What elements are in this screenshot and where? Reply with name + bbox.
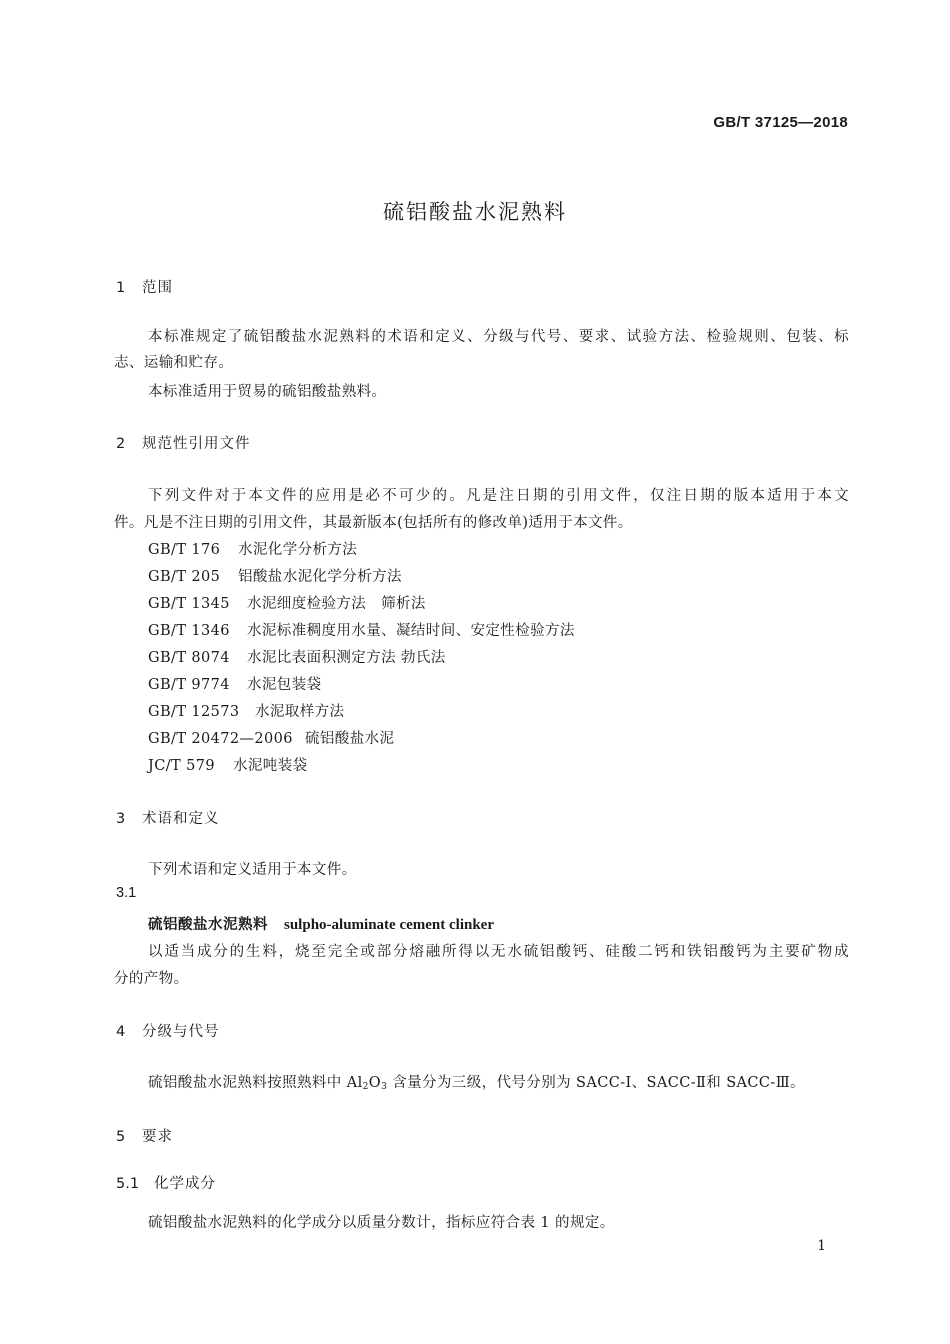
document-title: 硫铝酸盐水泥熟料 [383, 200, 567, 224]
reference-item [148, 538, 357, 559]
reference-name: 铝酸盐水泥化学分析方法 [238, 569, 402, 585]
reference-name: 水泥包装袋 [247, 677, 322, 693]
section-number: 5 [116, 1129, 126, 1145]
paragraph: 下列术语和定义适用于本文件。 [148, 862, 357, 878]
reference-code: GB/T 1345 [148, 596, 230, 612]
reference-code: GB/T 9774 [148, 677, 230, 693]
paragraph-line: 件。凡是不注日期的引用文件，其最新版本(包括所有的修改单)适用于本文件。 [114, 515, 633, 531]
paragraph: 本标准适用于贸易的硫铝酸盐熟料。 [148, 384, 387, 400]
section-5-heading [116, 1125, 173, 1146]
reference-name: 水泥比表面积测定方法 勃氏法 [247, 650, 446, 666]
section-2-heading [116, 432, 251, 453]
term-english: sulpho-aluminate cement clinker [284, 917, 494, 933]
term-chinese: 硫铝酸盐水泥熟料 [148, 917, 268, 933]
definition-line: 分的产物。 [114, 971, 189, 987]
reference-code: GB/T 12573 [148, 704, 240, 720]
reference-name: 水泥细度检验方法 筛析法 [247, 596, 426, 612]
text-segment: 硫铝酸盐水泥熟料按照熟料中 Al [148, 1075, 363, 1091]
paragraph: 硫铝酸盐水泥熟料的化学成分以质量分数计，指标应符合表 1 的规定。 [148, 1215, 615, 1231]
paragraph-line: 志、运输和贮存。 [114, 355, 234, 371]
section-3-heading [116, 807, 220, 828]
clause-number: 3.1 [116, 885, 137, 901]
reference-item [148, 646, 446, 667]
section-title: 范围 [142, 280, 173, 296]
reference-name: 硫铝酸盐水泥 [305, 731, 395, 747]
section-4-heading [116, 1020, 220, 1041]
section-title: 规范性引用文件 [142, 436, 251, 452]
subscript: 3 [381, 1082, 388, 1092]
subsection-5-1-heading [116, 1172, 216, 1193]
reference-item [148, 700, 344, 721]
reference-code: GB/T 176 [148, 542, 221, 558]
reference-code: JC/T 579 [148, 758, 215, 774]
standard-number: GB/T 37125—2018 [713, 114, 848, 131]
reference-item [148, 727, 394, 748]
paragraph-line: 下列文件对于本文件的应用是必不可少的。凡是注日期的引用文件，仅注日期的版本适用于本文 [148, 488, 849, 504]
page-number: 1 [817, 1238, 826, 1254]
reference-item [148, 619, 575, 640]
section-number: 3 [116, 811, 126, 827]
reference-item [148, 754, 308, 775]
reference-name: 水泥标准稠度用水量、凝结时间、安定性检验方法 [247, 623, 575, 639]
reference-name: 水泥取样方法 [255, 704, 345, 720]
section-title: 术语和定义 [142, 811, 220, 827]
reference-code: GB/T 1346 [148, 623, 230, 639]
definition-line: 以适当成分的生料，烧至完全或部分熔融所得以无水硫铝酸钙、硅酸二钙和铁铝酸钙为主要矿物成 [148, 944, 849, 960]
section-number: 2 [116, 436, 126, 452]
section-1-heading [116, 276, 173, 297]
subsection-number: 5.1 [116, 1176, 140, 1192]
text-segment: O [368, 1075, 382, 1091]
text-segment: 含量分为三级，代号分别为 SACC-Ⅰ、SACC-Ⅱ和 SACC-Ⅲ。 [387, 1075, 805, 1091]
section-title: 要求 [142, 1129, 173, 1145]
reference-name: 水泥化学分析方法 [238, 542, 358, 558]
section-number: 4 [116, 1024, 126, 1040]
paragraph-line: 本标准规定了硫铝酸盐水泥熟料的术语和定义、分级与代号、要求、试验方法、检验规则、包装、标 [148, 329, 849, 345]
term-entry [148, 913, 494, 934]
reference-item [148, 673, 322, 694]
reference-code: GB/T 8074 [148, 650, 230, 666]
section-number: 1 [116, 280, 126, 296]
paragraph [148, 1071, 805, 1092]
reference-item [148, 565, 402, 586]
reference-item [148, 592, 426, 613]
subsection-title: 化学成分 [154, 1176, 216, 1192]
section-title: 分级与代号 [142, 1024, 220, 1040]
reference-name: 水泥吨装袋 [233, 758, 308, 774]
reference-code: GB/T 205 [148, 569, 221, 585]
subscript: 2 [362, 1082, 369, 1092]
reference-code: GB/T 20472—2006 [148, 731, 293, 747]
